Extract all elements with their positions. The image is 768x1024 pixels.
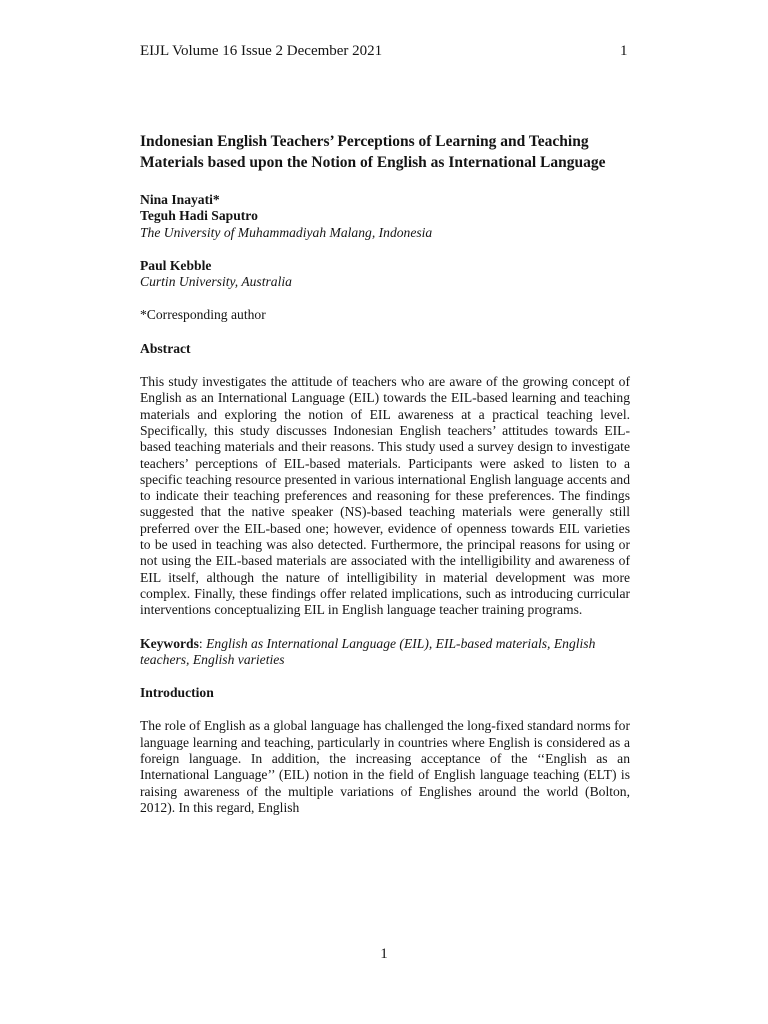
author-name: Paul Kebble	[140, 257, 212, 273]
abstract-heading: Abstract	[140, 340, 191, 356]
keywords: Keywords: English as International Language (EIL), EIL-based materials, English teachers, English varieties	[140, 635, 596, 667]
page-number-top: 1	[620, 43, 628, 59]
introduction-text: The role of English as a global language has challenged the long-fixed standard norms for language learning and teaching, particularly in countries where English is considered as a foreign language. In addition, the increasing acceptance of the ‘‘English as an International Language’’ (EIL) notion in the field of English language teaching (ELT) is raising awareness of the multiple variations of Englishes around the world (Bolton, 2012). In this regard, English	[140, 718, 630, 815]
keywords-text: English as International Language (EIL), EIL-based materials, English teachers, English varieties	[140, 635, 596, 667]
affiliation: The University of Muhammadiyah Malang, Indonesia	[140, 224, 433, 240]
keywords-label: Keywords	[140, 635, 199, 651]
affiliation: Curtin University, Australia	[140, 274, 292, 290]
author-block-1	[140, 192, 630, 241]
article-title: Indonesian English Teachers’ Perceptions of Learning and Teaching Materials based upon the Notion of English as International Language	[140, 133, 606, 171]
running-head: EIJL Volume 16 Issue 2 December 2021	[140, 43, 383, 59]
corresponding-author-note: *Corresponding author	[140, 307, 266, 323]
author-block-2	[140, 258, 630, 291]
article-content	[140, 132, 630, 816]
page-number-bottom: 1	[380, 946, 388, 962]
introduction-heading: Introduction	[140, 685, 214, 701]
author-name: Teguh Hadi Saputro	[140, 208, 258, 224]
abstract-text: This study investigates the attitude of teachers who are aware of the growing concept of English as an International Language (EIL) towards the EIL-based learning and teaching materials and exploring the notion of EIL awareness at a practical teaching level. Specifically, this study discusses Indonesian English teachers’ attitudes towards EIL-based teaching materials and their reasons. This study used a survey design to investigate teachers’ perceptions of EIL-based materials. Participants were asked to listen to a specific teaching resource presented in various international English language accents and to indicate their teaching preferences and reasoning for these preferences. The findings suggested that the native speaker (NS)-based teaching materials were generally still preferred over the EIL-based one; however, evidence of openness towards EIL varieties to be used in teaching was also detected. Furthermore, the principal reasons for using or not using the EIL-based materials are associated with the intelligibility and awareness of EIL itself, although the nature of intelligibility in material development was more complex. Finally, these findings offer related implications, such as introducing curricular interventions conceptualizing EIL in English language teacher training programs.	[140, 374, 630, 618]
author-name: Nina Inayati*	[140, 192, 220, 207]
